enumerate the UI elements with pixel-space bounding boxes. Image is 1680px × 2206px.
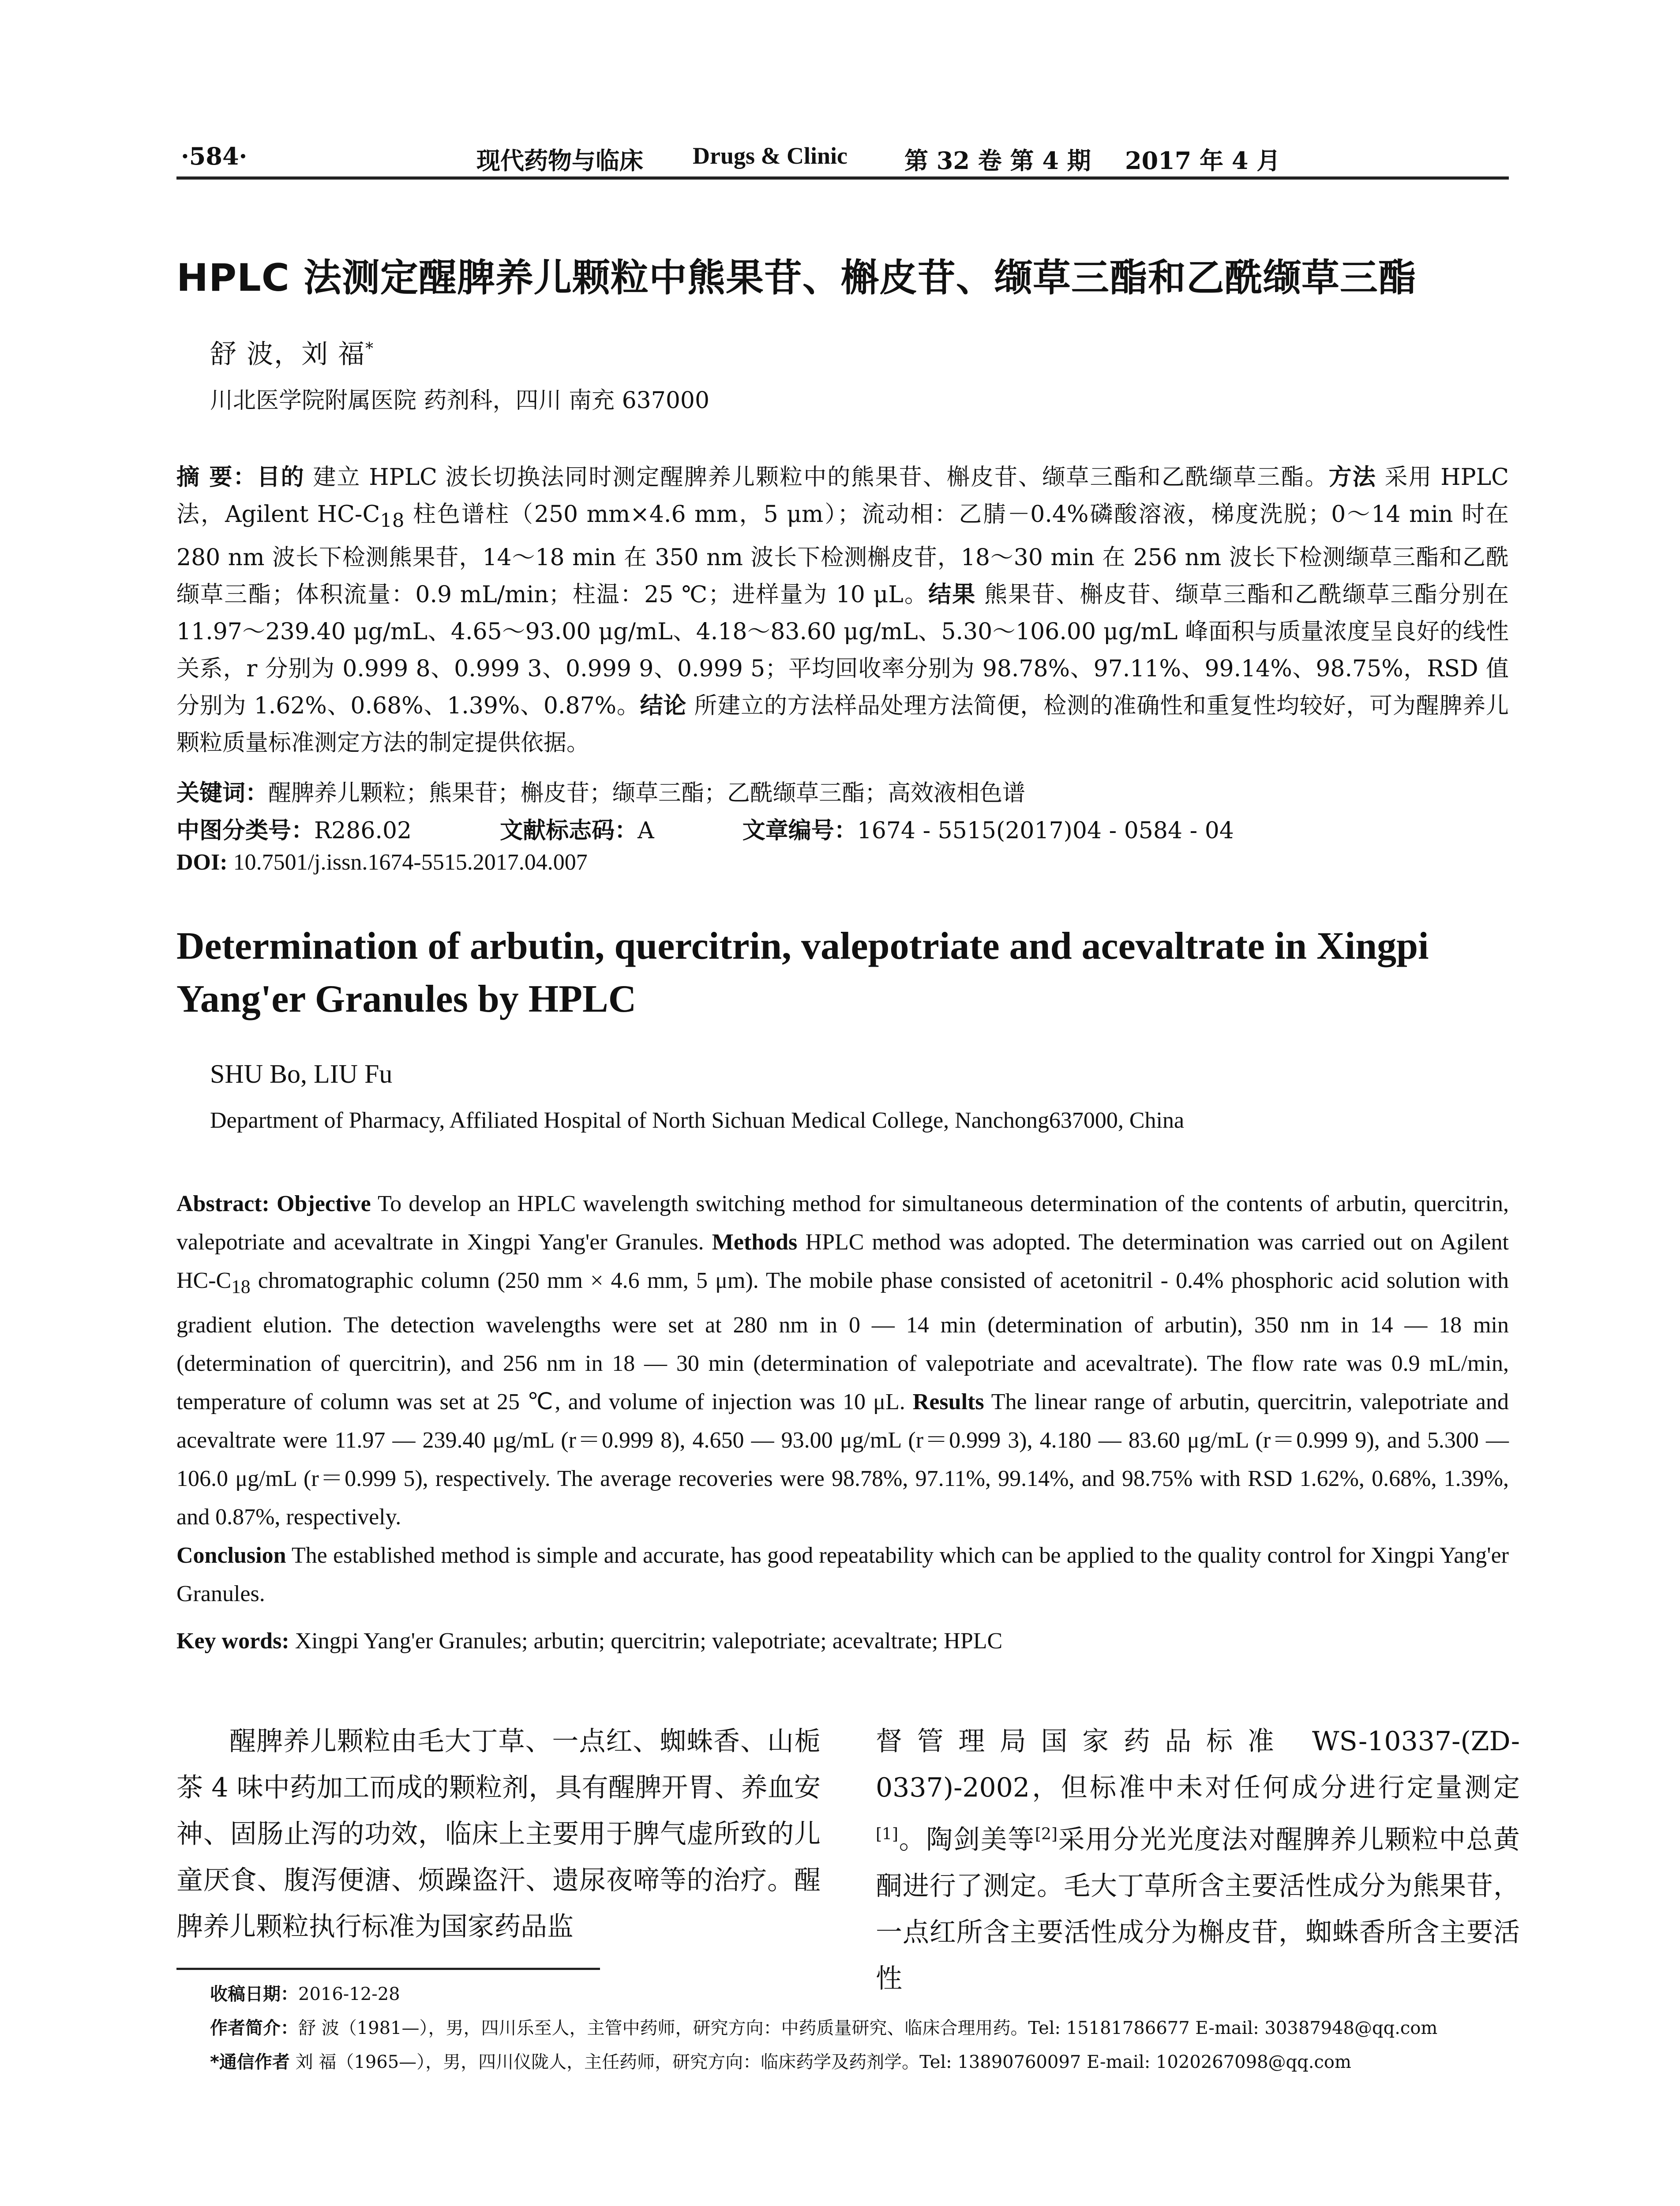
doc-code-value: A — [638, 818, 654, 844]
abstract-label-cn: 摘 要： — [176, 464, 257, 491]
keywords-label-en: Key words: — [176, 1628, 289, 1654]
title-en: Determination of arbutin, quercitrin, valepotriate and acevaltrate in Xingpi Yang'er Granules by HPLC — [176, 925, 1429, 1020]
results-label-cn: 结果 — [928, 582, 976, 608]
clc-value: R286.02 — [314, 818, 412, 844]
results-label-en: Results — [912, 1389, 984, 1415]
keywords-label-cn: 关键词： — [176, 780, 269, 807]
results-text-cn: 熊果苷、槲皮苷、缬草三酯和乙酰缬草三酯分别在 11.97～239.40 μg/mL、4.65～93.00 μg/mL、4.18～83.60 μg/mL、5.30～106.00 μg/mL 峰面积与质量浓度呈良好的线性关系，r 分别为 0.999 8、0.999 3、0.999 9、0.999 5；平均回收率分别为 98.78%、97.11%、99.14%、98.75%，RSD 值分别为 1.62%、0.68%、1.39%、0.87%。 — [176, 582, 1509, 720]
corresponding-label: *通信作者 — [210, 2052, 290, 2072]
methods-label-en: Methods — [712, 1230, 798, 1255]
corresponding-mark: * — [365, 340, 375, 358]
keywords-en — [176, 1628, 1509, 1654]
methods-text-cn-a: 采用 HPLC 法，Agilent HC-C — [176, 464, 1509, 528]
methods-text-cn-b: 柱色谱柱（250 mm×4.6 mm，5 μm）；流动相：乙腈－0.4%磷酸溶液，梯度洗脱；0～14 min 时在 280 nm 波长下检测熊果苷，14～18 min 在 350 nm 波长下检测槲皮苷，18～30 min 在 256 nm 波长下检测缬草三酯和乙酰缬草三酯；体积流量：0.9 mL/min；柱温：25 ℃；进样量为 10 μL。 — [176, 501, 1509, 608]
running-header — [176, 137, 1509, 180]
objective-text-en: To develop an HPLC wavelength switching method for simultaneous determination of the contents of arbutin, quercitrin, valepotriate and acevaltrate in Xingpi Yang'er Granules. — [176, 1191, 1509, 1255]
doc-code-label: 文献标志码： — [500, 818, 638, 844]
keywords-cn — [176, 774, 1025, 807]
keywords-text-en: Xingpi Yang'er Granules; arbutin; quercitrin; valepotriate; acevaltrate; HPLC — [289, 1628, 1003, 1654]
objective-text-cn: 建立 HPLC 波长切换法同时测定醒脾养儿颗粒中的熊果苷、槲皮苷、缬草三酯和乙酰缬草三酯。 — [304, 464, 1329, 491]
body-right-text-b: 。陶剑美等 — [898, 1824, 1035, 1855]
results-text-en: The linear range of arbutin, quercitrin, valepotriate and acevaltrate were 11.97 — 239.40 μg/mL (r＝0.999 8), 4.650 — 93.00 μg/mL (r＝0.999 3), 4.180 — 83.60 μg/mL (r＝0.999 9), and 5.300 — 106.0 μg/mL (r＝0.999 5), respectively. The average recoveries were 98.78%, 97.11%, 99.14%, and 98.75% with RSD 1.62%, 0.68%, 1.39%, and 0.87%, respectively. — [176, 1389, 1509, 1530]
footnote-corresponding — [210, 2048, 1351, 2073]
author-names-cn: 舒 波，刘 福 — [210, 339, 366, 370]
keywords-text-cn: 醒脾养儿颗粒；熊果苷；槲皮苷；缬草三酯；乙酰缬草三酯；高效液相色谱 — [268, 780, 1026, 807]
conclusion-label-cn: 结论 — [640, 693, 687, 720]
journal-name-en: Drugs & Clinic — [693, 143, 848, 169]
footnote-divider — [176, 1968, 600, 1970]
corresponding-text: 刘 福（1965—），男，四川仪陇人，主任药师，研究方向：临床药学及药剂学。Tel: 13890760097 E-mail: 1020267098@qq.com — [289, 2052, 1351, 2072]
page-number: ·584· — [181, 142, 248, 170]
body-right-text-a: 督管理局国家药品标准 WS-10337-(ZD-0337)-2002，但标准中未对任何成分进行定量测定 — [876, 1726, 1520, 1803]
methods-subscript-cn: 18 — [380, 510, 405, 532]
authors-cn — [210, 333, 374, 371]
reference-2[interactable]: [2] — [1035, 1825, 1058, 1843]
bio-text: 舒 波（1981—），男，四川乐至人，主管中药师，研究方向：中药质量研究、临床合理用药。Tel: 15181786677 E-mail: 30387948@qq.com — [298, 2018, 1438, 2038]
affiliation-en: Department of Pharmacy, Affiliated Hospital of North Sichuan Medical College, Nanchong637000, China — [210, 1108, 1185, 1133]
body-column-right — [876, 1718, 1520, 2002]
abstract-label-en: Abstract: — [176, 1191, 270, 1216]
journal-name-cn: 现代药物与临床 — [476, 146, 643, 175]
abstract-en — [176, 1185, 1509, 1613]
doi-value[interactable]: 10.7501/j.issn.1674-5515.2017.04.007 — [227, 850, 588, 875]
methods-text-en-b: chromatographic column (250 mm × 4.6 mm, 5 μm). The mobile phase consisted of acetonitril - 0.4% phosphoric acid solution with gradient elution. The detection wavelengths were set at 280 nm in 0 — 14 min (determination of arbutin), 350 nm in 14 — 18 min (determination of quercitrin), and 256 nm in 18 — 30 min (determination of valepotriate and acevaltrate). The flow rate was 0.9 mL/min, temperature of column was set at 25 ℃, and volume of injection was 10 μL. — [176, 1268, 1509, 1415]
reference-1[interactable]: [1] — [876, 1825, 898, 1843]
conclusion-text-en: The established method is simple and accurate, has good repeatability which can be applied to the quality control for Xingpi Yang'er Granules. — [176, 1543, 1509, 1607]
article-no-value: 1674 - 5515(2017)04 - 0584 - 04 — [857, 818, 1234, 844]
body-column-left: 醒脾养儿颗粒由毛大丁草、一点红、蜘蛛香、山栀茶 4 味中药加工而成的颗粒剂，具有醒脾开胃、养血安神、固肠止泻的功效，临床上主要用于脾气虚所致的儿童厌食、腹泻便溏、烦躁盗汗、遗尿夜啼等的治疗。醒脾养儿颗粒执行标准为国家药品监 — [176, 1726, 821, 1942]
objective-label-cn: 目的 — [257, 464, 305, 491]
methods-subscript-en: 18 — [231, 1276, 251, 1298]
received-label: 收稿日期： — [210, 1984, 298, 2004]
methods-text-en-a: HPLC method was adopted. The determination was carried out on Agilent HC-C — [176, 1230, 1509, 1293]
authors-en: SHU Bo, LIU Fu — [210, 1059, 393, 1088]
volume-issue: 第 32 卷 第 4 期 — [904, 146, 1091, 175]
article-no-label: 文章编号： — [742, 818, 857, 844]
conclusion-text-cn: 所建立的方法样品处理方法简便，检测的准确性和重复性均较好，可为醒脾养儿颗粒质量标准测定方法的制定提供依据。 — [176, 693, 1509, 757]
bio-label: 作者简介： — [210, 2018, 298, 2038]
doi-label: DOI: — [176, 850, 228, 875]
received-date: 2016-12-28 — [298, 1984, 400, 2004]
footnote-received — [210, 1980, 400, 2005]
conclusion-label-en: Conclusion — [176, 1543, 286, 1568]
affiliation-cn: 川北医学院附属医院 药剂科，四川 南充 637000 — [210, 387, 710, 414]
doi-line — [176, 849, 588, 875]
objective-label-en: Objective — [269, 1191, 371, 1216]
title-cn: HPLC 法测定醒脾养儿颗粒中熊果苷、槲皮苷、缬草三酯和乙酰缬草三酯 — [176, 256, 1417, 300]
classification-line — [176, 812, 1234, 845]
methods-label-cn: 方法 — [1328, 464, 1376, 491]
footnote-author-bio — [210, 2014, 1437, 2039]
body-right-text-c: 采用分光光度法对醒脾养儿颗粒中总黄酮进行了测定。毛大丁草所含主要活性成分为熊果苷，一点红所含主要活性成分为槲皮苷，蜘蛛香所含主要活性 — [876, 1824, 1520, 1994]
clc-label: 中图分类号： — [176, 818, 315, 844]
issue-date: 2017 年 4 月 — [1125, 146, 1281, 175]
abstract-cn — [176, 459, 1509, 762]
